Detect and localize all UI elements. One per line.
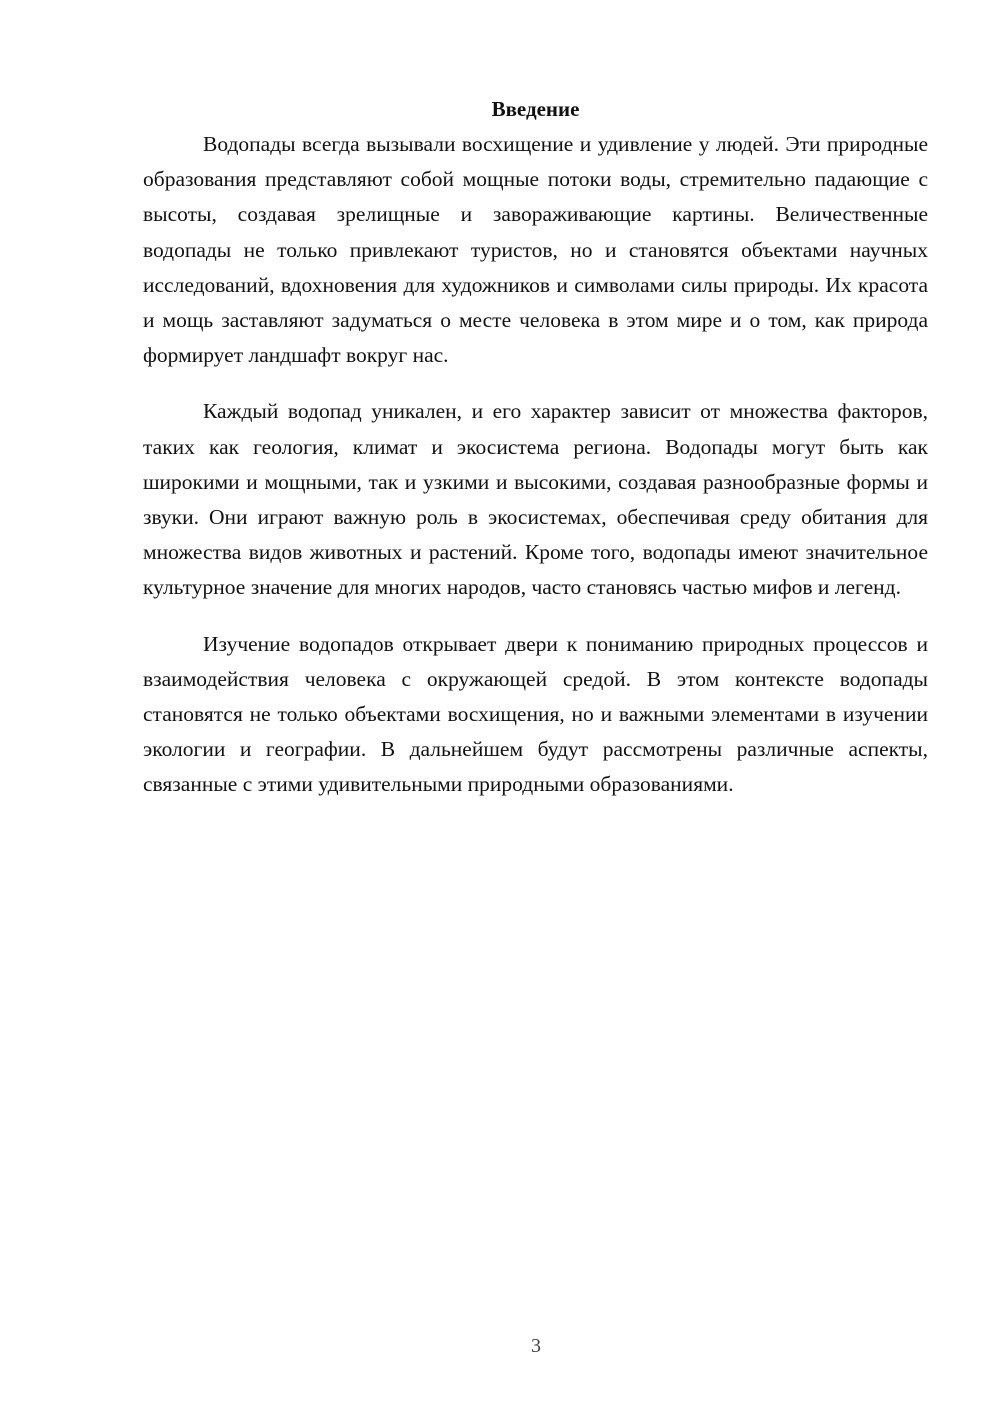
paragraph-2: Каждый водопад уникален, и его характер зависит от множества факторов, таких как геология, климат и экосистема региона. Водопады могут быть как широкими и мощными, так и узкими и высокими, создавая разнообразные формы и звуки. Они играют важную роль в экосистемах, обеспечивая среду обитания для множества видов животных и растений. Кроме того, водопады имеют значительное культурное значение для многих народов, часто становясь частью мифов и легенд.	[143, 399, 928, 600]
page-content	[143, 92, 928, 803]
page-number: 3	[531, 1335, 541, 1357]
paragraph-3: Изучение водопадов открывает двери к пониманию природных процессов и взаимодействия человека с окружающей средой. В этом контексте водопады становятся не только объектами восхищения, но и важными элементами в изучении экологии и географии. В дальнейшем будут рассмотрены различные аспекты, связанные с этими удивительными природными образованиями.	[143, 631, 928, 797]
section-heading: Введение	[491, 97, 580, 121]
paragraph-1: Водопады всегда вызывали восхищение и удивление у людей. Эти природные образования представляют собой мощные потоки воды, стремительно падающие с высоты, создавая зрелищные и завораживающие картины. Величественные водопады не только привлекают туристов, но и становятся объектами научных исследований, вдохновения для художников и символами силы природы. Их красота и мощь заставляют задуматься о месте человека в этом мире и о том, как природа формирует ландшафт вокруг нас.	[143, 132, 928, 368]
